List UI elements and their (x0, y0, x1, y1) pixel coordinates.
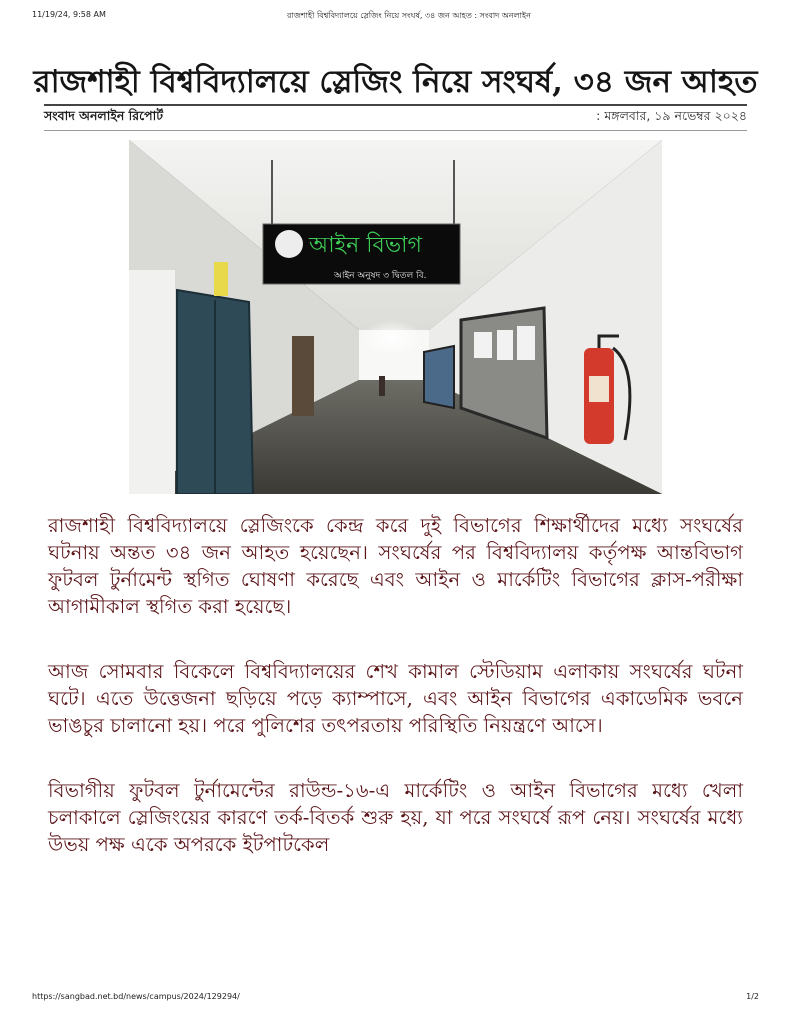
publish-date: : মঙ্গলবার, ১৯ নভেম্বর ২০২৪ (596, 108, 747, 123)
corridor-photo-illustration (129, 140, 662, 494)
divider (44, 104, 747, 106)
article-headline: রাজশাহী বিশ্ববিদ্যালয়ে স্লেজিং নিয়ে সংঘর্ষ, ৩৪ জন আহত (33, 63, 758, 100)
article-paragraph-3: বিভাগীয় ফুটবল টুর্নামেন্টের রাউন্ড-১৬-এ মার্কেটিং ও আইন বিভাগের মধ্যে খেলা চলাকালে স্লেজিংয়ের কারণে তর্ক-বিতর্ক শুরু হয়, যা পরে সংঘর্ষে রূপ নেয়। সংঘর্ষের মধ্যে উভয় পক্ষ একে অপরকে ইটপাটকেল (48, 779, 743, 856)
sign-text: আইন বিভাগ (309, 233, 422, 258)
divider (44, 130, 747, 131)
print-header (32, 10, 759, 24)
article-paragraph-2: আজ সোমবার বিকেলে বিশ্ববিদ্যালয়ের শেখ কামাল স্টেডিয়াম এলাকায় সংঘর্ষের ঘটনা ঘটে। এতে উত্তেজনা ছড়িয়ে পড়ে ক্যাম্পাসে, এবং আইন বিভাগের একাডেমিক ভবনে ভাঙচুর চালানো হয়। পরে পুলিশের তৎপরতায় পরিস্থিতি নিয়ন্ত্রণে আসে। (48, 660, 743, 737)
byline (44, 108, 747, 128)
author-name: সংবাদ অনলাইন রিপোর্ট (44, 108, 164, 123)
sign-subtext: আইন অনুষদ ৩ দ্বিতল বি. (334, 271, 427, 281)
page-number: 1/2 (746, 992, 759, 1001)
print-footer (32, 992, 759, 1004)
print-page-title: রাজশাহী বিশ্ববিদ্যালয়ে স্লেজিং নিয়ে সংঘর্ষ, ৩৪ জন আহত : সংবাদ অনলাইন (287, 11, 531, 20)
article-body (48, 512, 743, 896)
article-photo (129, 140, 662, 494)
print-url[interactable]: https://sangbad.net.bd/news/campus/2024/129294/ (32, 992, 240, 1001)
print-datetime: 11/19/24, 9:58 AM (32, 10, 106, 19)
article-paragraph-1: রাজশাহী বিশ্ববিদ্যালয়ে স্লেজিংকে কেন্দ্র করে দুই বিভাগের শিক্ষার্থীদের মধ্যে সংঘর্ষের ঘটনায় অন্তত ৩৪ জন আহত হয়েছেন। সংঘর্ষের পর বিশ্ববিদ্যালয় কর্তৃপক্ষ আন্তবিভাগ ফুটবল টুর্নামেন্ট স্থগিত ঘোষণা করেছে এবং আইন ও মার্কেটিং বিভাগের ক্লাস-পরীক্ষা আগামীকাল স্থগিত করা হয়েছে। (48, 514, 743, 618)
